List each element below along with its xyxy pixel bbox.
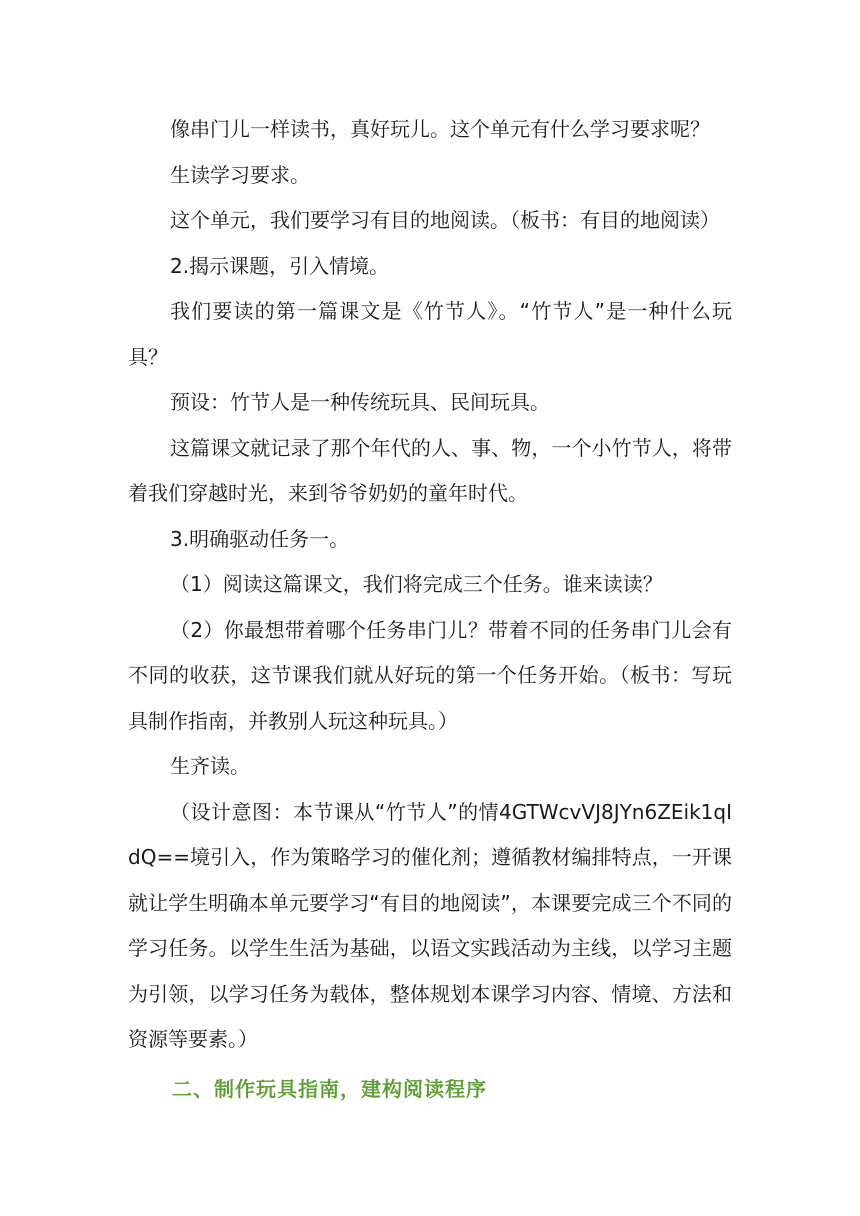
paragraph-step-3: 3.明确驱动任务一。 [170, 526, 350, 551]
paragraph-intro: 像串门儿一样读书，真好玩儿。这个单元有什么学习要求呢？ [170, 117, 710, 141]
paragraph-first-text: 我们要读的第一篇课文是《竹节人》。“竹节人”是一种什么玩具？ [128, 299, 732, 369]
paragraph-student-read: 生读学习要求。 [170, 162, 310, 187]
paragraph-unit-goal: 这个单元，我们要学习有目的地阅读。（板书：有目的地阅读） [170, 208, 720, 232]
section-heading: 二、制作玩具指南，建构阅读程序 [172, 1076, 487, 1101]
document-body [128, 107, 732, 1112]
paragraph-task-2: （2）你最想带着哪个任务串门儿？带着不同的任务串门儿会有不同的收获，这节课我们就从好玩的第一个任务开始。（板书：写玩具制作指南，并教别人玩这种玩具。） [128, 617, 732, 733]
paragraph-step-2: 2.揭示课题，引入情境。 [170, 253, 390, 278]
paragraph-read-together: 生齐读。 [170, 754, 250, 778]
paragraph-design-intent: （设计意图：本节课从“竹节人”的情4GTWcvVJ8JYn6ZEik1qIdQ==境引入，作为策略学习的催化剂；遵循教材编排特点，一开课就让学生明确本单元要学习“有目的地阅读”，本课要完成三个不同的学习任务。以学生生活为基础，以语文实践活动为主线，以学习主题为引领，以学习任务为载体，整体规划本课学习内容、情境、方法和资源等要素。） [128, 799, 732, 1051]
paragraph-preset: 预设：竹节人是一种传统玩具、民间玩具。 [170, 390, 550, 414]
paragraph-record: 这篇课文就记录了那个年代的人、事、物，一个小竹节人，将带着我们穿越时光，来到爷爷奶奶的童年时代。 [128, 435, 732, 505]
paragraph-task-1: （1）阅读这篇课文，我们将完成三个任务。谁来读读？ [170, 572, 663, 596]
